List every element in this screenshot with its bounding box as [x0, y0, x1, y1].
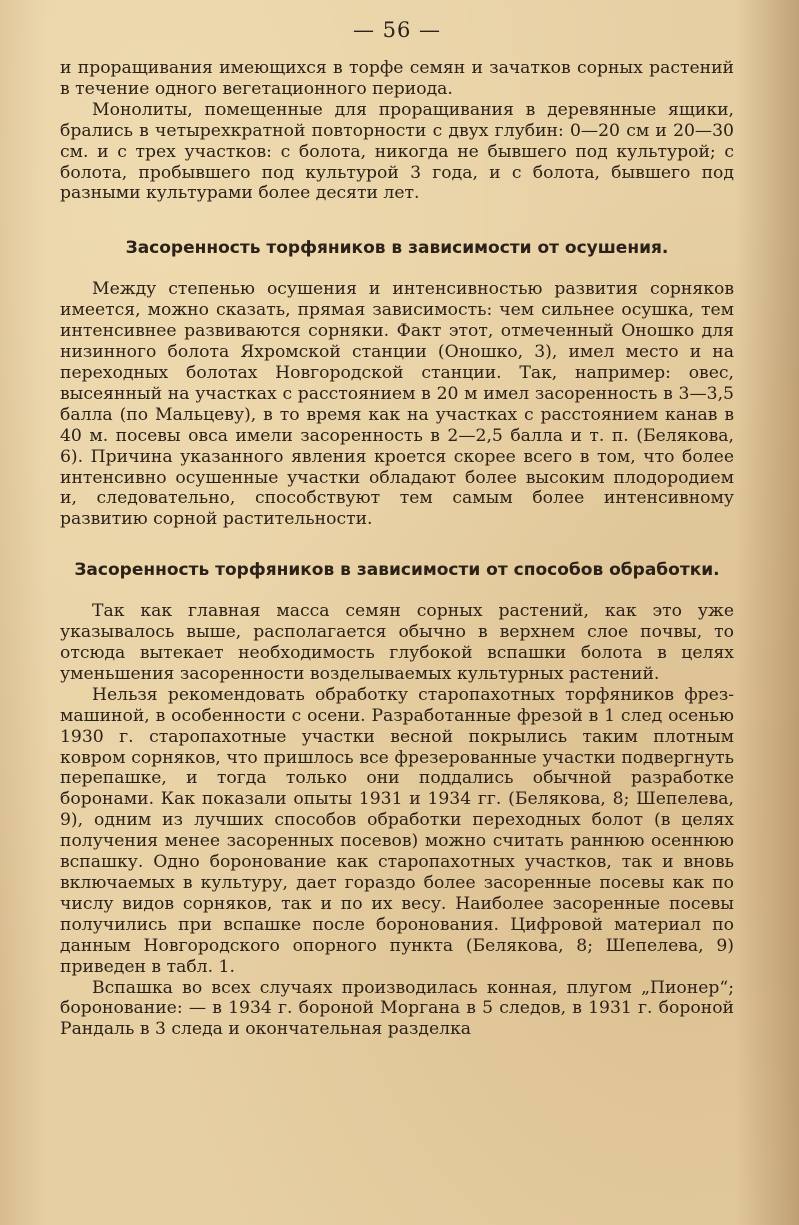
- paragraph-mill-tillage: Нельзя рекомендовать обработку старопахотных торфяников фрез-машиной, в особенности с осени. Разработанные фрезой в 1 след осенью 1930 г. старопахотные участки весной покрылись таким плотным ковром сорняков, что пришлось все фрезерованные участки подвергнуть перепашке, и тогда только они поддались обычной разработке боронами. Как показали опыты 1931 и 1934 гг. (Белякова, 8; Шепелева, 9), одним из лучших способов обработки переходных болот (в целях получения менее засоренных посевов) можно считать раннюю осеннюю вспашку. Одно боронование как старопахотных участков, так и вновь включаемых в культуру, дает гораздо более засоренные посевы как по числу видов сорняков, так и по их весу. Наиболее засоренные посевы получились при вспашке после боронования. Цифровой материал по данным Новгородского опорного пункта (Белякова, 8; Шепелева, 9) приведен в табл. 1.: [60, 684, 734, 977]
- page-content: [60, 14, 734, 1040]
- paragraph-plowing-details: Вспашка во всех случаях производилась конная, плугом „Пионер“; боронование: — в 1934 г. бороной Моргана в 5 следов, в 1931 г. бороной Рандаль в 3 следа и окончательная разделка: [60, 977, 734, 1040]
- section-heading-tillage: Засоренность торфяников в зависимости от способов обработки.: [74, 560, 720, 581]
- paragraph-monoliths: Монолиты, помещенные для проращивания в деревянные ящики, брались в четырехкратной повторности с двух глубин: 0—20 см и 20—30 см. и с трех участков: с болота, никогда не бывшего под культурой; с болота, пробывшего под культурой 3 года, и с болота, бывшего под разными культурами более десяти лет.: [60, 99, 734, 204]
- paragraph-drainage: Между степенью осушения и интенсивностью развития сорняков имеется, можно сказать, прямая зависимость: чем сильнее осушка, тем интенсивнее развиваются сорняки. Факт этот, отмеченный Оношко для низинного болота Яхромской станции (Оношко, 3), имел место и на переходных болотах Новгородской станции. Так, например: овес, высеянный на участках с расстоянием в 20 м имел засоренность в 3—3,5 балла (по Мальцеву), в то время как на участках с расстоянием канав в 40 м. посевы овса имели засоренность в 2—2,5 балла и т. п. (Белякова, 6). Причина указанного явления кроется скорее всего в том, что более интенсивно осушенные участки обладают более высоким плодородием и, следовательно, способствуют тем самым более интенсивному развитию сорной растительности.: [60, 279, 734, 530]
- section-heading-drainage: Засоренность торфяников в зависимости от осушения.: [125, 238, 669, 259]
- paragraph-deep-plowing: Так как главная масса семян сорных растений, как это уже указывалось выше, располагается обычно в верхнем слое почвы, то отсюда вытекает необходимость глубокой вспашки болота в целях уменьшения засоренности возделываемых культурных растений.: [60, 601, 734, 684]
- page-number: — 56 —: [352, 18, 442, 42]
- paragraph-continuation: и проращивания имеющихся в торфе семян и зачатков сорных растений в течение одного вегетационного периода.: [60, 58, 734, 99]
